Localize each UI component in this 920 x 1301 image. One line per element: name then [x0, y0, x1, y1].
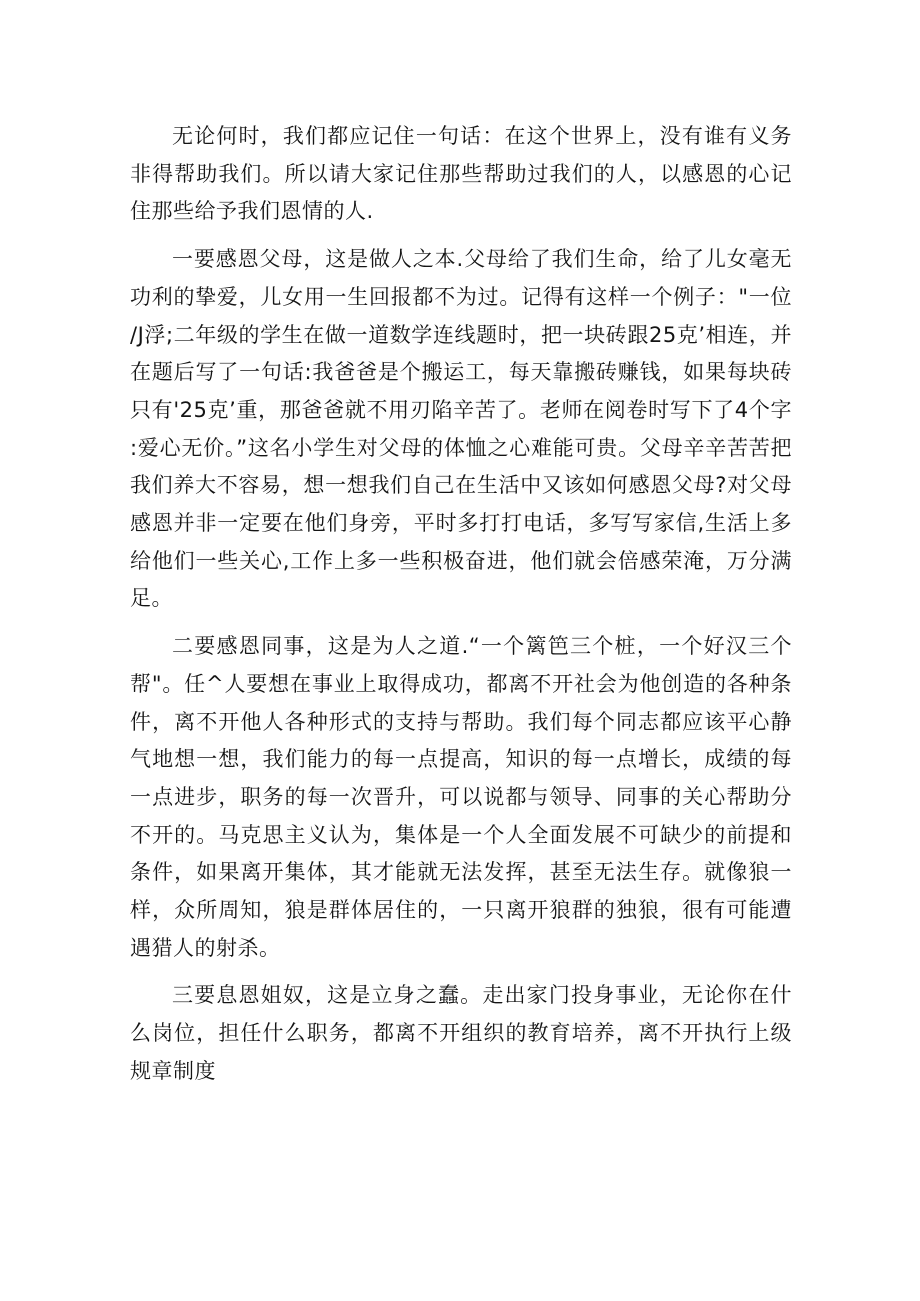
document-body — [130, 118, 792, 1091]
paragraph-gratitude-parents: 一要感恩父母，这是做人之本.父母给了我们生命，给了儿女毫无功利的挚爱，儿女用一生回报都不为过。记得有这样一个例子："一位/J浮;二年级的学生在做一道数学连线题时，把一块砖跟25克’相连，并在题后写了一句话:我爸爸是个搬运工，每天靠搬砖赚钱，如果每块砖只有'25克’重，那爸爸就不用刃陷辛苦了。老师在阅卷时写下了4个字:爱心无价。”这名小学生对父母的体恤之心难能可贵。父母辛辛苦苦把我们养大不容易，想一想我们自己在生活中又该如何感恩父母?对父母感恩并非一定要在他们身旁，平时多打打电话，多写写家信,生活上多给他们一些关心,工作上多一些积极奋进，他们就会倍感荣淹，万分满足。 — [130, 247, 792, 611]
paragraph-gratitude-colleagues: 二要感恩同事，这是为人之道.“一个篱笆三个桩，一个好汉三个帮"。任^人要想在事业上取得成功，都离不开社会为他创造的各种条件，离不开他人各种形式的支持与帮助。我们每个同志都应该平心静气地想一想，我们能力的每一点提高，知识的每一点增长，成绩的每一点进步，职务的每一次晋升，可以说都与领导、同事的关心帮助分不开的。马克思主义认为，集体是一个人全面发展不可缺少的前提和条件，如果离开集体，其才能就无法发挥，甚至无法生存。就像狼一样，众所周知，狼是群体居住的，一只离开狼群的独狼，很有可能遭遇猎人的射杀。 — [130, 634, 792, 960]
paragraph-intro: 无论何时，我们都应记住一句话：在这个世界上，没有谁有义务非得帮助我们。所以请大家记住那些帮助过我们的人，以感恩的心记住那些给予我们恩情的人. — [130, 124, 792, 224]
paragraph-gratitude-organization: 三要息恩姐奴，这是立身之蠢。走出家门投身事业，无论你在什么岗位，担任什么职务，都离不开组织的教育培养，离不开执行上级规章制度 — [130, 983, 792, 1083]
